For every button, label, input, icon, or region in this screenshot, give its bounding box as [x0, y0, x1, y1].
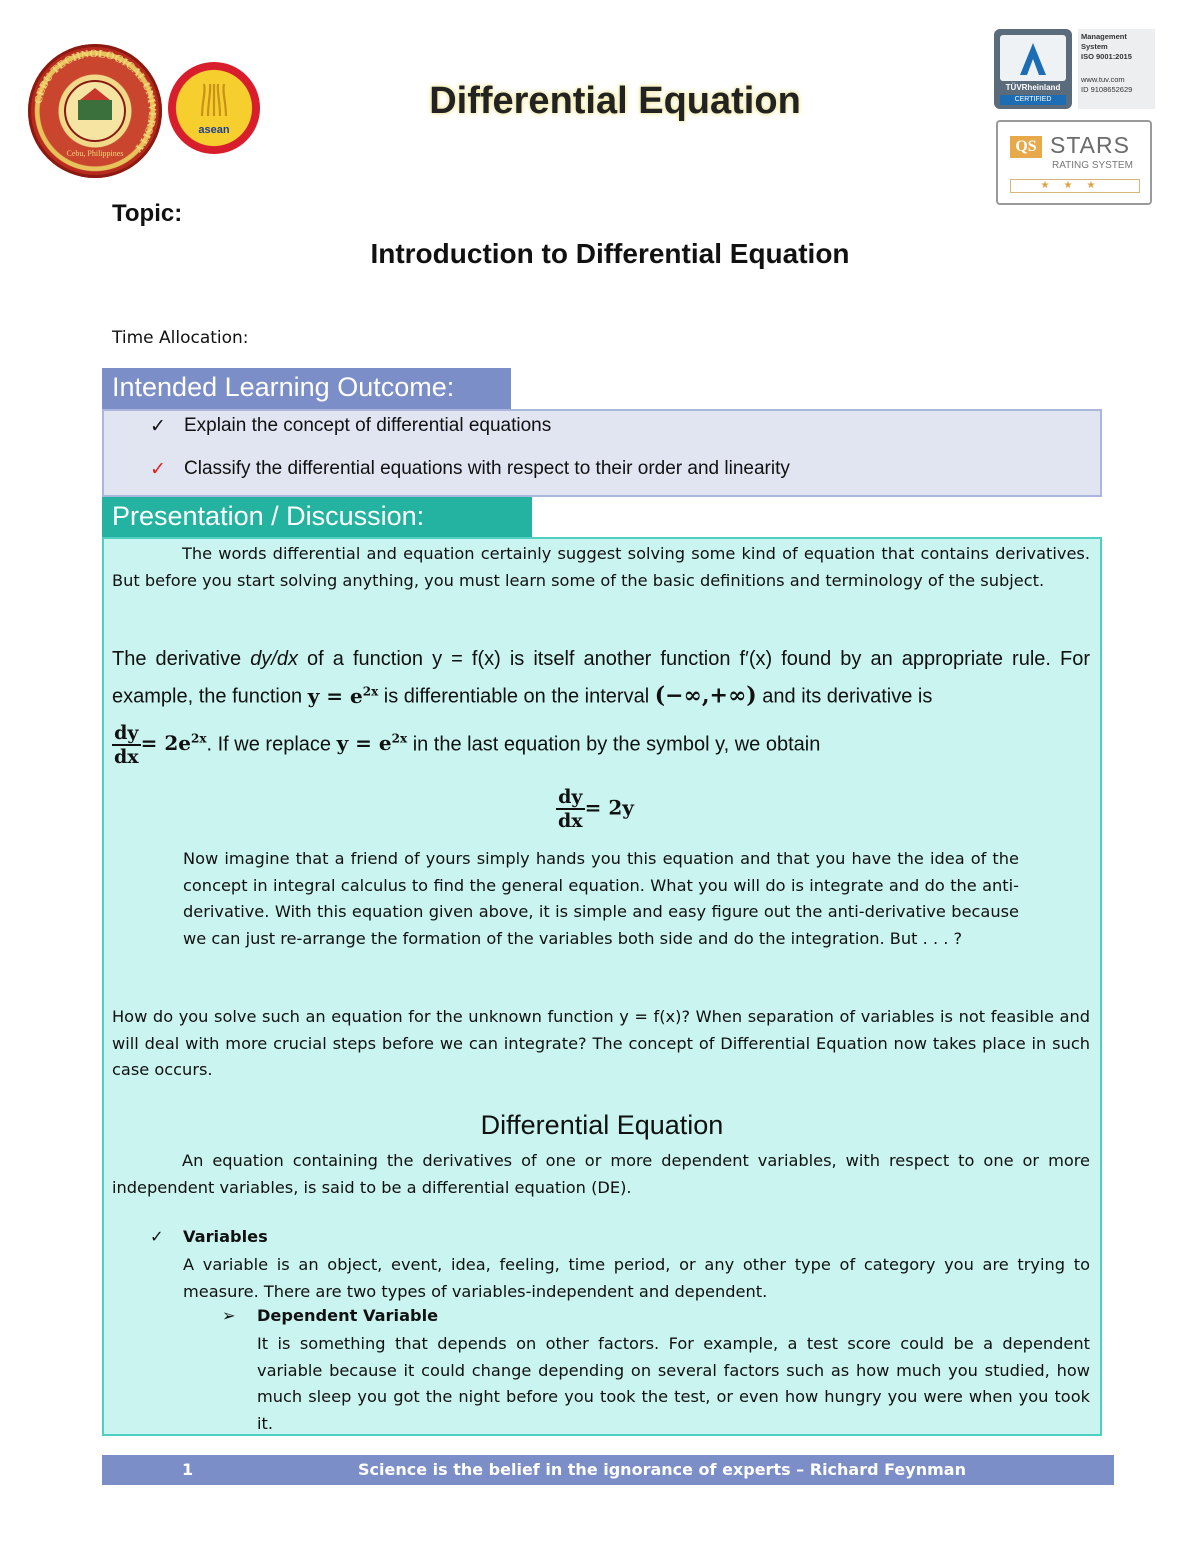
central-numerator: dy [556, 786, 585, 810]
dydx-text: dy/dx [250, 648, 298, 670]
qs-mark: QS [1010, 136, 1042, 158]
page-footer [102, 1455, 1114, 1485]
imagine-paragraph: Now imagine that a friend of yours simply hands you this equation and that you have the idea of the concept in integral calculus to find the general equation. What you will do is integrate and do the anti-derivative. With this equation given above, it is simple and easy figure out the anti-derivative because we can just re-arrange the formation of the variables both side and do the integration. But . . . ? [183, 849, 1019, 948]
seal-university-text: CEBU TECHNOLOGICAL UNIVERSITY [32, 47, 159, 155]
function-expression [308, 684, 379, 708]
dependent-variable-heading: Dependent Variable [257, 1306, 439, 1325]
ilo-item-text: Classify the differential equations with respect to their order and linearity [184, 458, 790, 479]
tuv-line-5: ID 9108652629 [1081, 85, 1133, 94]
seal-location-text: Cebu, Philippines [66, 149, 124, 158]
footer-quote: Science is the belief in the ignorance of experts – Richard Feynman [358, 1460, 966, 1479]
check-icon: ✓ [150, 459, 166, 480]
central-equation [556, 786, 634, 832]
replace-function [337, 731, 408, 755]
replace-function-base: y = e [336, 731, 392, 756]
derivative-paragraph [112, 643, 1090, 713]
derivative-text-d: and its derivative is [762, 685, 933, 708]
tuv-line-2: System [1081, 42, 1108, 51]
replace-paragraph [112, 722, 1090, 768]
check-icon: ✓ [150, 416, 166, 437]
question-paragraph: How do you solve such an equation for the unknown function y = f(x)? When separation of variables is not feasible and will deal with more crucial steps before we can integrate? The concept of Differential Equation now takes place in such case occurs. [112, 1007, 1090, 1079]
tuv-certification-logo [994, 29, 1155, 109]
derivative-text-b: of a function y = f(x) is itself another function f′(x) found by an appropriate rule. For example, the function [112, 648, 1091, 708]
topic-title: Introduction to Differential Equation [370, 238, 850, 269]
derivative-text-c: is differentiable on the interval [383, 685, 655, 708]
qs-star-rating: ★★★ [1010, 179, 1140, 193]
ilo-list [102, 409, 1102, 497]
tuv-certified-label: CERTIFIED [1000, 95, 1066, 105]
asean-wordmark: asean [198, 124, 230, 136]
tuv-brand-name: TÜVRheinland [1005, 83, 1061, 92]
topic-label: Topic: [112, 200, 183, 227]
document-title: Differential Equation [429, 80, 801, 122]
interval-expression: (−∞,+∞) [654, 682, 757, 709]
section-title: Differential Equation [480, 1110, 724, 1140]
tuv-line-1: Management [1081, 32, 1127, 41]
university-seal-logo [28, 44, 162, 178]
presentation-heading: Presentation / Discussion: [102, 497, 532, 539]
central-fraction [556, 786, 585, 832]
fraction-denominator: dx [114, 746, 139, 768]
derivative-fraction [112, 722, 141, 768]
ilo-heading: Intended Learning Outcome: [102, 368, 511, 410]
time-allocation: Time Allocation: [112, 328, 249, 348]
check-icon: ✓ [150, 1227, 164, 1246]
derivative-rhs [141, 731, 207, 755]
arrow-bullet-icon: ➢ [222, 1306, 236, 1325]
qs-stars-logo [996, 120, 1152, 205]
central-rhs: = 2y [584, 795, 634, 820]
variables-heading: Variables [183, 1227, 268, 1246]
function-exponent: 2x [362, 684, 379, 698]
replace-function-exponent: 2x [391, 731, 408, 746]
tuv-triangle-icon [1000, 35, 1066, 81]
page-number: 1 [182, 1460, 194, 1479]
seal-ring [28, 44, 162, 178]
asean-logo [168, 62, 260, 154]
central-denominator: dx [558, 810, 583, 832]
derivative-rhs-exponent: 2x [191, 731, 207, 746]
rice-stalks-icon [198, 82, 230, 116]
replace-text-a: . If we replace [206, 733, 337, 756]
qs-rating-system: RATING SYSTEM [1052, 160, 1133, 171]
replace-text-b: in the last equation by the symbol y, we obtain [412, 733, 821, 756]
tuv-line-4: www.tuv.com [1081, 75, 1125, 84]
tuv-details [1078, 29, 1155, 109]
qs-stars-word: STARS [1050, 132, 1130, 158]
ilo-item-text: Explain the concept of differential equations [184, 415, 552, 436]
derivative-rhs-base: = 2e [140, 731, 191, 756]
dependent-variable-text: It is something that depends on other factors. For example, a test score could be a dependent variable because it could change depending on several factors such as how much you studied, how much sleep you got the night before you took the test, or even how hungry you were when you took it. [257, 1334, 1090, 1433]
intro-paragraph: The words differential and equation certainly suggest solving some kind of equation that contains derivatives. But before you start solving anything, you must learn some of the basic definitions and terminology of the subject. [112, 544, 1090, 590]
definition-paragraph: An equation containing the derivatives of one or more dependent variables, with respect to one or more independent variables, is said to be a differential equation (DE). [112, 1151, 1090, 1197]
tuv-line-3: ISO 9001:2015 [1081, 52, 1132, 61]
derivative-text-a: The derivative [112, 648, 251, 670]
tuv-badge [994, 29, 1072, 109]
function-base: y = e [307, 683, 363, 708]
fraction-numerator: dy [112, 722, 141, 746]
variables-text: A variable is an object, event, idea, feeling, time period, or any other type of category you are trying to measure. There are two types of variables-independent and dependent. [183, 1255, 1090, 1301]
